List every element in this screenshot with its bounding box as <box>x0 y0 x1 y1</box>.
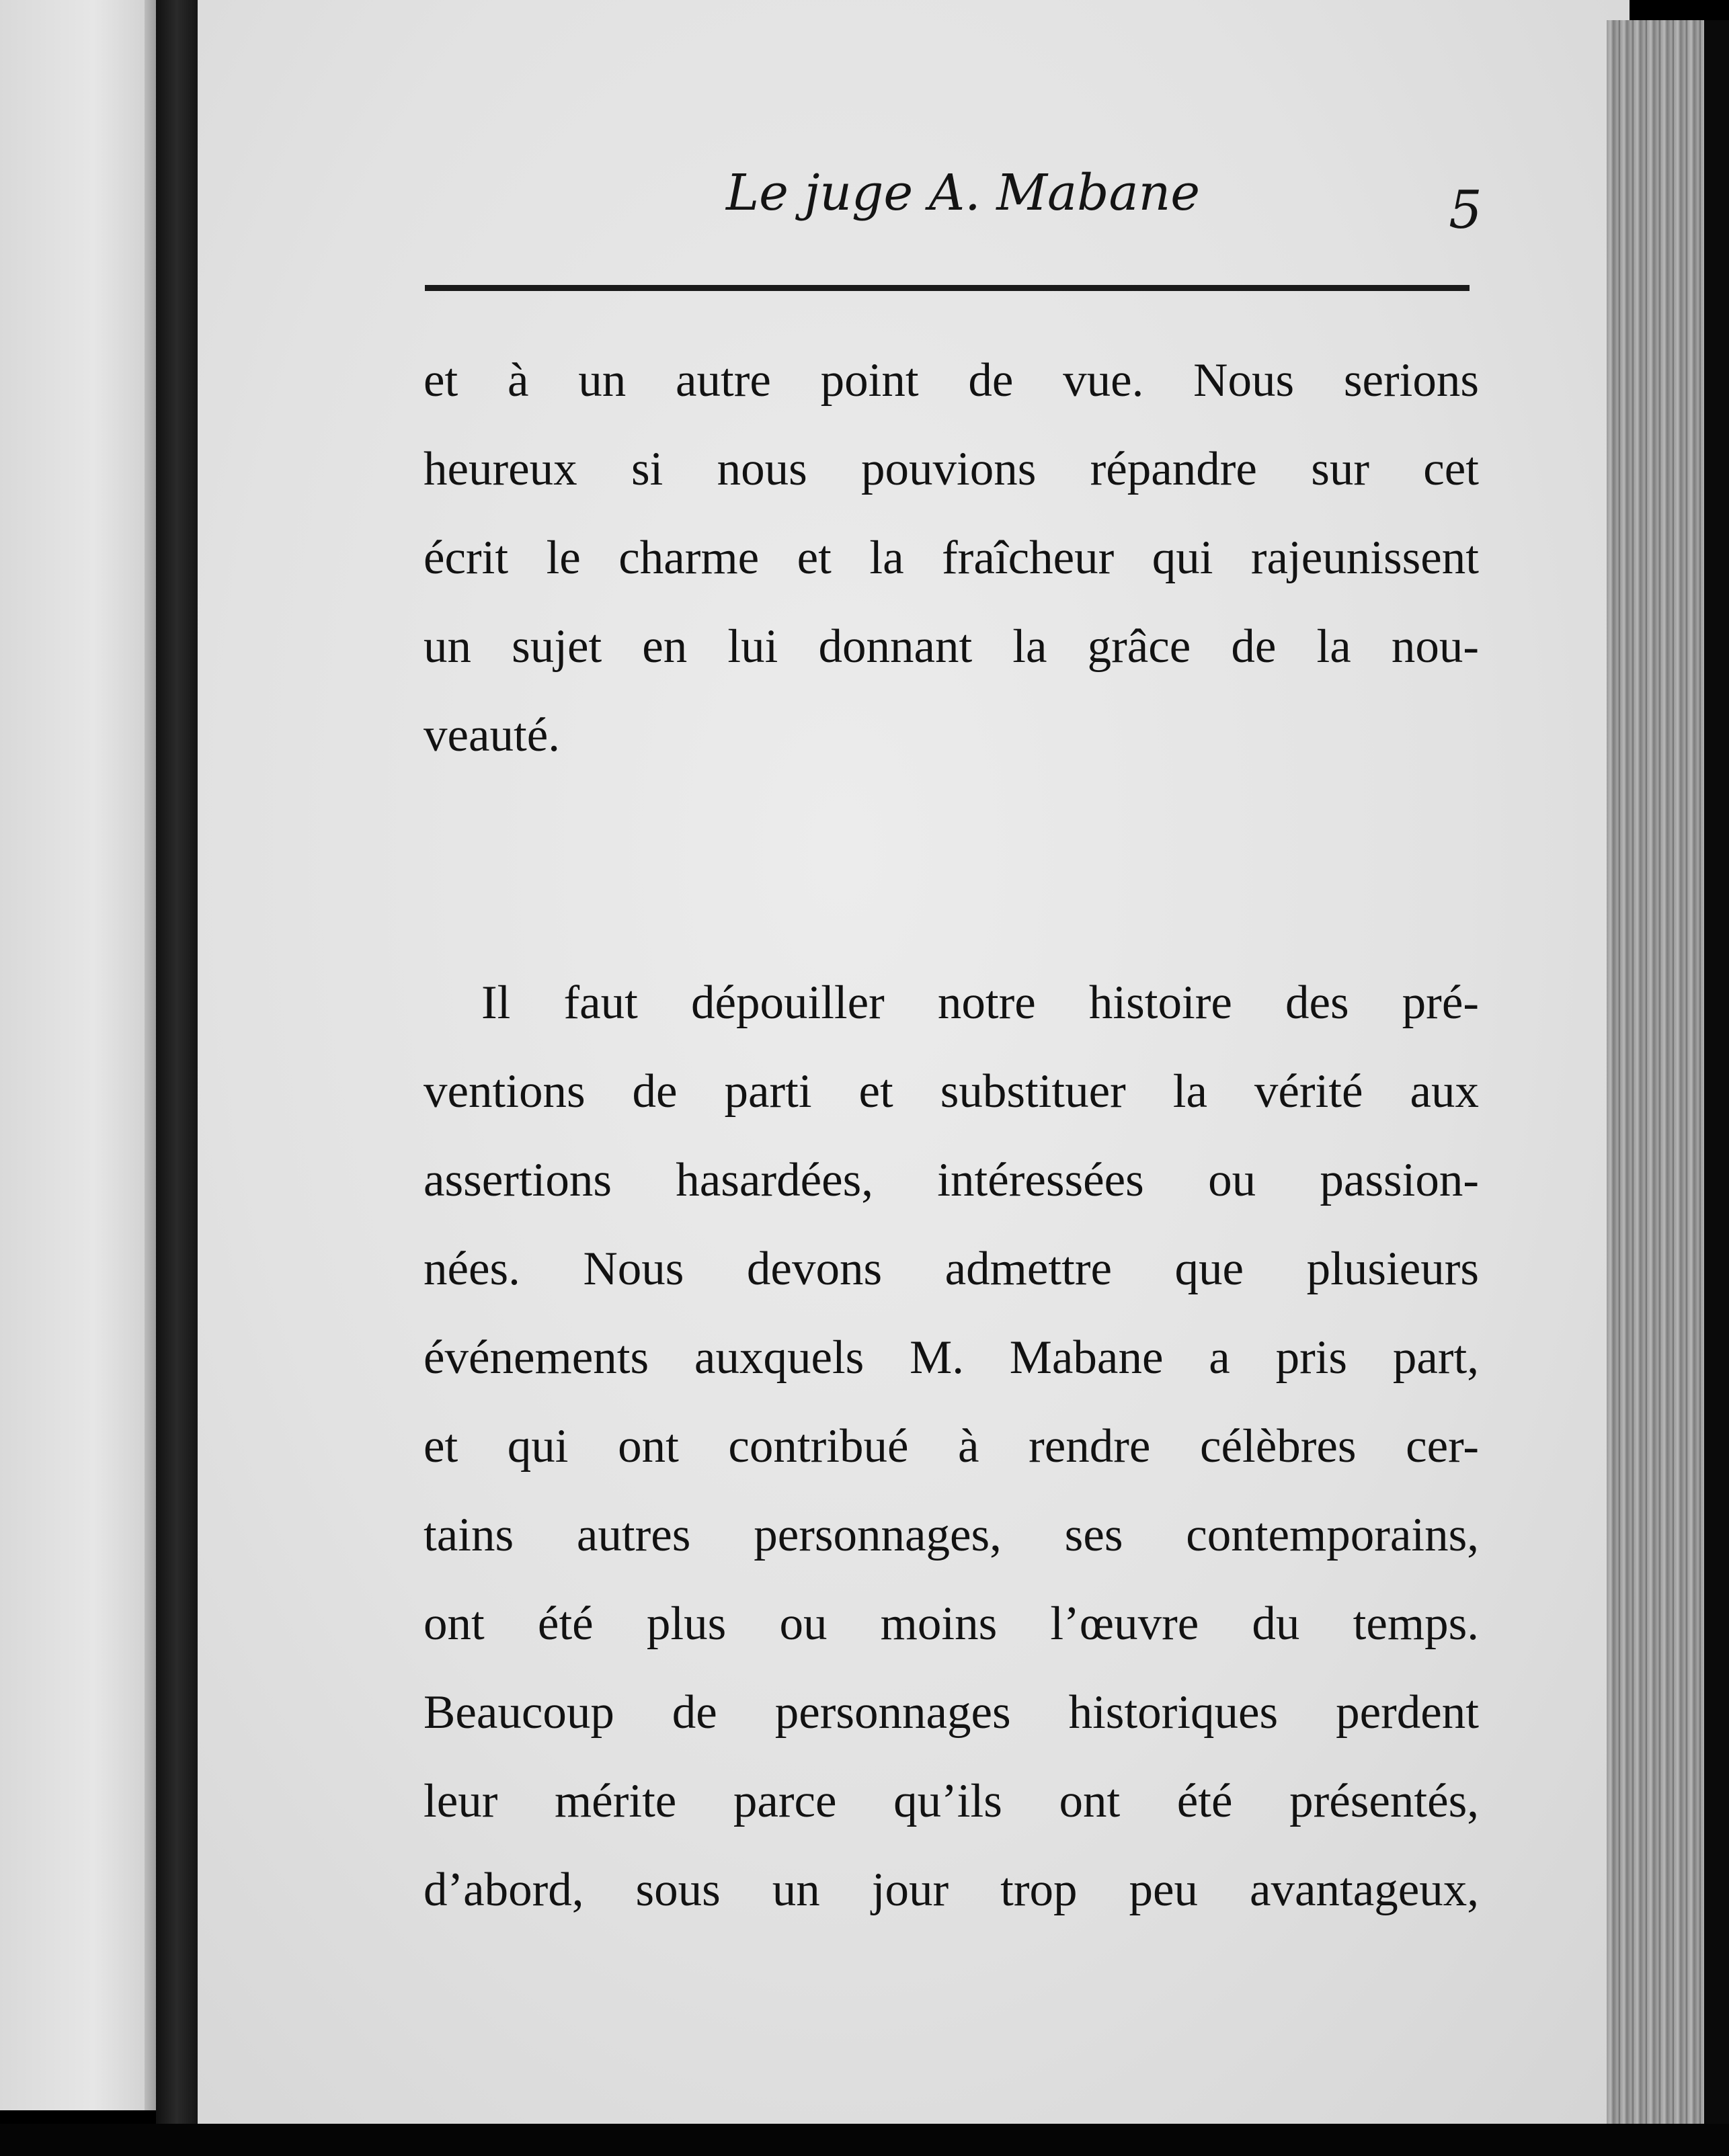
text-line: heureux si nous pouvions répandre sur cet <box>424 443 1479 495</box>
paragraph-1 <box>424 336 1479 780</box>
scan-border-bottom <box>0 2124 1729 2156</box>
left-page-margin <box>0 0 156 2110</box>
header-rule <box>425 285 1470 291</box>
text-line: nées. Nous devons admettre que plusieurs <box>424 1243 1479 1295</box>
text-line: un sujet en lui donnant la grâce de la nou- <box>424 620 1479 673</box>
text-line: tains autres personnages, ses contemporains, <box>424 1509 1479 1561</box>
text-line: Il faut dépouiller notre histoire des pré- <box>481 977 1479 1029</box>
text-line: d’abord, sous un jour trop peu avantageux, <box>424 1864 1479 1916</box>
book-gutter <box>156 0 198 2156</box>
text-line: et à un autre point de vue. Nous serions <box>424 354 1479 407</box>
scan-border-right <box>1704 20 1729 2156</box>
text-line: ventions de parti et substituer la vérité aux <box>424 1065 1479 1118</box>
text-line: événements auxquels M. Mabane a pris part, <box>424 1331 1479 1384</box>
text-line: assertions hasardées, intéressées ou passion- <box>424 1154 1479 1206</box>
text-line: ont été plus ou moins l’œuvre du temps. <box>424 1598 1479 1650</box>
text-line: et qui ont contribué à rendre célèbres cer- <box>424 1420 1479 1473</box>
page-number: 5 <box>1449 180 1482 241</box>
running-title: Le juge A. Mabane <box>726 164 1201 222</box>
text-line: leur mérite parce qu’ils ont été présentés, <box>424 1775 1479 1827</box>
text-line: écrit le charme et la fraîcheur qui rajeunissent <box>424 532 1479 584</box>
text-line: veauté. <box>424 709 561 761</box>
paragraph-2 <box>424 958 1479 1934</box>
body-text <box>424 336 1479 1934</box>
page-edge-stack <box>1607 20 1707 2130</box>
paragraph-gap <box>424 780 1479 958</box>
text-line: Beaucoup de personnages historiques perdent <box>424 1686 1479 1739</box>
left-page-edge <box>145 0 157 2110</box>
